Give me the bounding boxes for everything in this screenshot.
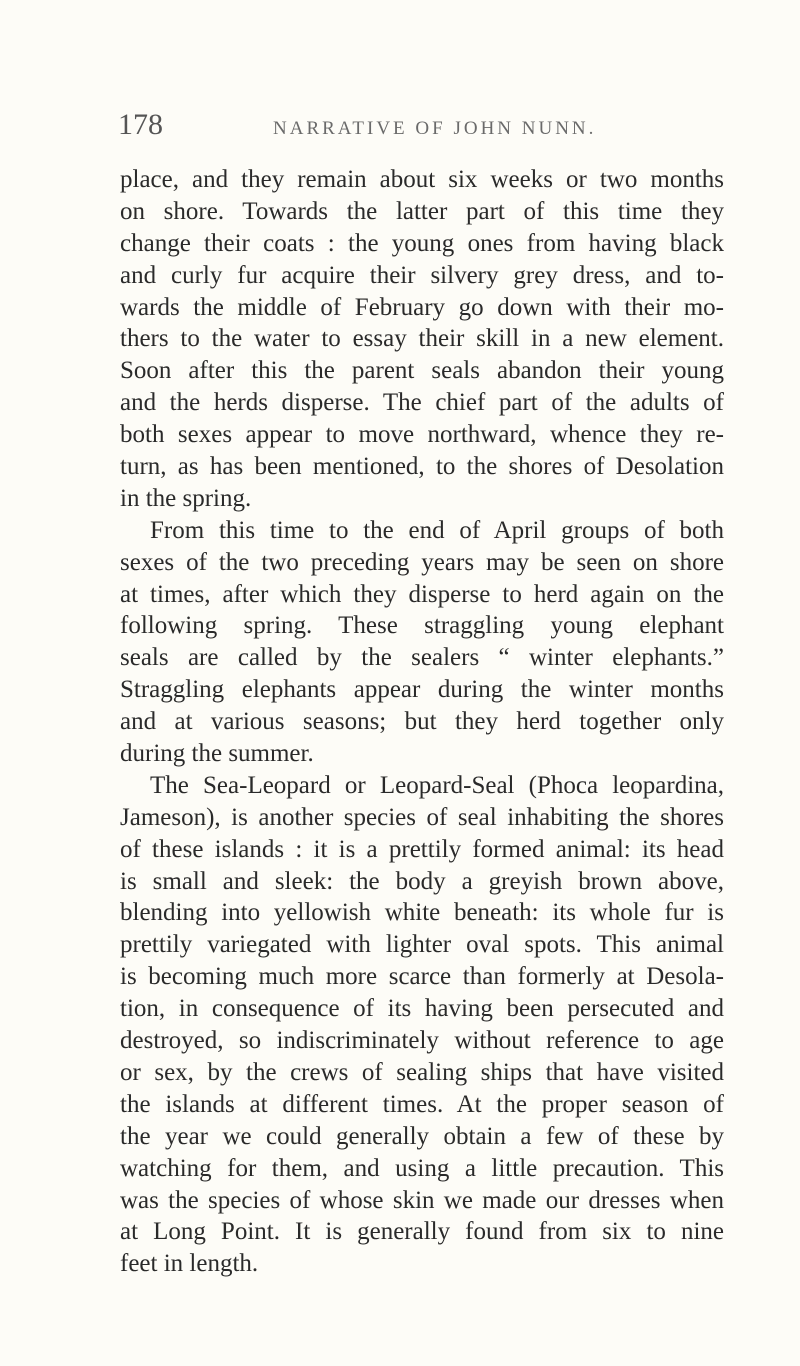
text-line: turn, as has been mentioned, to the shores of Desolation — [120, 453, 724, 481]
text-line: thers to the water to essay their skill in a new element. — [120, 325, 724, 353]
text-line: wards the middle of February go down with their mo- — [120, 293, 724, 321]
text-line: destroyed, so indiscriminately without reference to age — [120, 1027, 724, 1055]
text-line: place, and they remain about six weeks or two months — [120, 166, 724, 193]
text-line: or sex, by the crews of sealing ships that have visited — [120, 1058, 724, 1086]
text-line: the islands at different times. At the proper season of — [120, 1090, 724, 1118]
text-line: at Long Point. It is generally found from six to nine — [120, 1218, 724, 1246]
text-line: tion, in consequence of its having been persecuted and — [120, 995, 724, 1023]
text-line: sexes of the two preceding years may be seen on shore — [120, 548, 724, 576]
text-line: is becoming much more scarce than formerly at Desola- — [120, 963, 724, 991]
text-line: Soon after this the parent seals abandon their young — [120, 357, 724, 385]
text-line: of these islands : it is a prettily formed animal: its head — [120, 835, 724, 863]
text-line: seals are called by the sealers “ winter elephants.” — [120, 644, 724, 672]
page-number: 178 — [118, 108, 163, 141]
page-header — [118, 108, 718, 152]
text-line: was the species of whose skin we made our dresses when — [120, 1186, 724, 1214]
text-line: feet in length. — [120, 1250, 259, 1278]
paragraph — [120, 515, 724, 770]
text-line: during the summer. — [120, 740, 314, 768]
text-line: change their coats : the young ones from having black — [120, 229, 724, 257]
text-line: prettily variegated with lighter oval spots. This animal — [120, 931, 724, 959]
text-line: at times, after which they disperse to herd again on the — [120, 580, 724, 608]
text-line: From this time to the end of April groups of both — [150, 516, 724, 544]
text-line: and the herds disperse. The chief part of the adults of — [120, 389, 724, 417]
body-text — [120, 164, 724, 1280]
text-line: Jameson), is another species of seal inhabiting the shores — [120, 803, 724, 831]
text-line: the year we could generally obtain a few of these by — [120, 1122, 724, 1150]
text-line: and at various seasons; but they herd together only — [120, 708, 724, 736]
text-line: both sexes appear to move northward, whence they re- — [120, 421, 724, 449]
running-head: NARRATIVE OF JOHN NUNN. — [273, 118, 597, 139]
paragraph — [120, 164, 724, 515]
text-line: watching for them, and using a little precaution. This — [120, 1154, 724, 1182]
text-line: in the spring. — [120, 484, 252, 512]
text-line: on shore. Towards the latter part of this time they — [120, 197, 724, 225]
text-line: The Sea-Leopard or Leopard-Seal (Phoca leopardina, — [150, 771, 724, 799]
text-line: Straggling elephants appear during the winter months — [120, 676, 724, 704]
text-line: is small and sleek: the body a greyish brown above, — [120, 867, 724, 895]
text-line: following spring. These straggling young elephant — [120, 612, 724, 640]
paragraph — [120, 770, 724, 1280]
text-line: and curly fur acquire their silvery grey dress, and to- — [120, 261, 724, 289]
text-line: blending into yellowish white beneath: its whole fur is — [120, 899, 724, 927]
